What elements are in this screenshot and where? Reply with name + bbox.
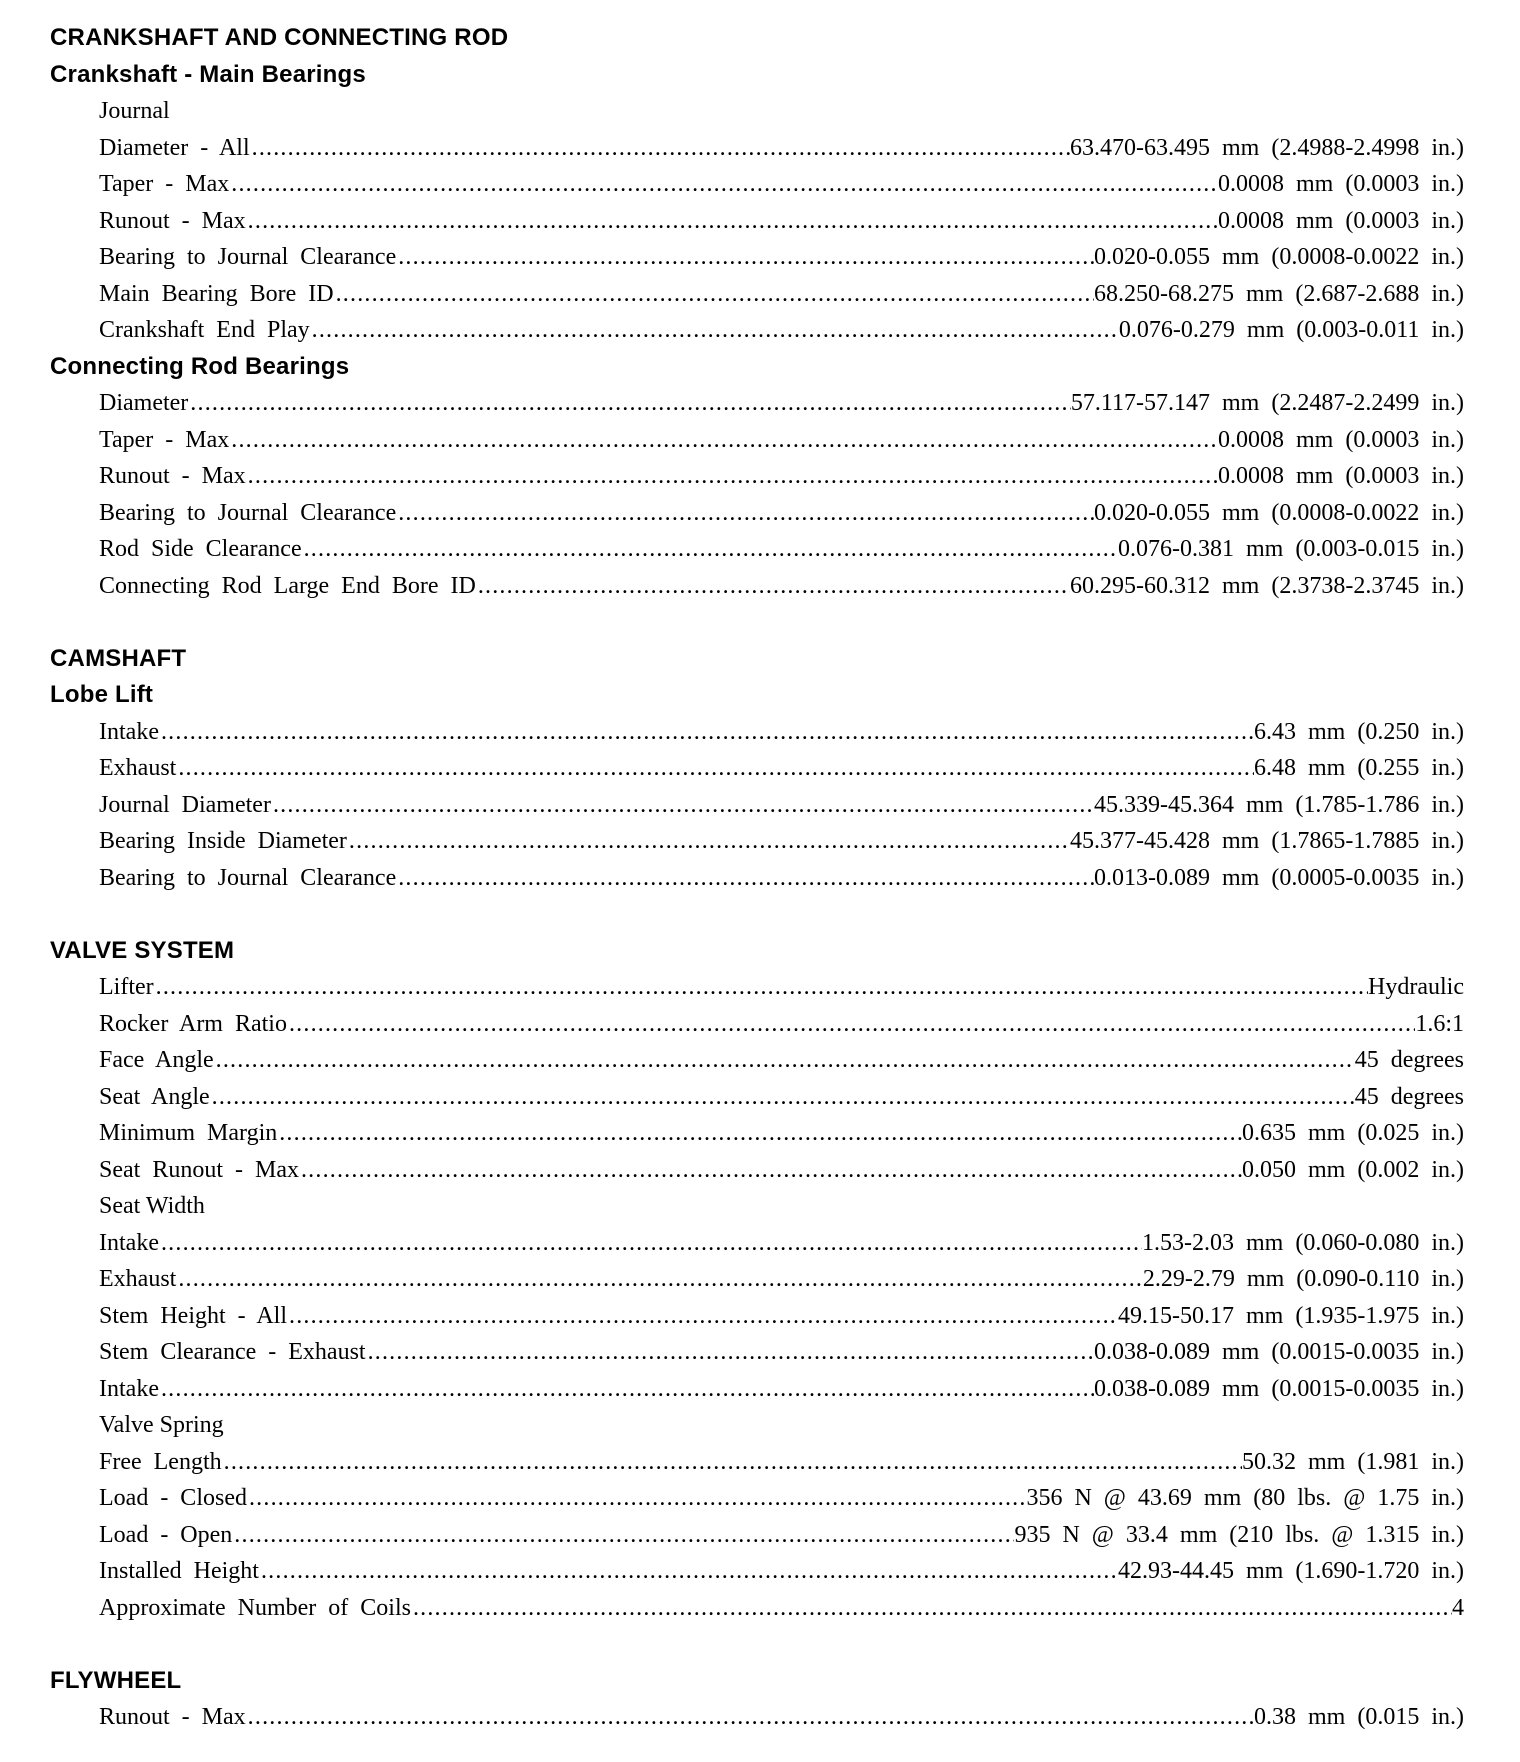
spec-value: 0.050 mm (0.002 in.) xyxy=(1242,1156,1464,1183)
spec-row xyxy=(50,1115,1464,1152)
spec-label: Bearing to Journal Clearance xyxy=(99,244,397,270)
spec-label: Taper - Max xyxy=(99,426,230,453)
rod-bearings-list xyxy=(50,385,1464,604)
spec-row xyxy=(50,860,1464,897)
spec-row xyxy=(50,823,1464,860)
spec-value: 0.0008 mm (0.0003 in.) xyxy=(1218,207,1464,234)
dot-leader xyxy=(302,531,1118,568)
spec-label: Rod Side Clearance xyxy=(99,536,302,562)
spec-label: Main Bearing Bore ID xyxy=(99,280,334,307)
spec-value: 0.038-0.089 mm (0.0015-0.0035 in.) xyxy=(1094,1339,1464,1365)
spec-label: Stem Clearance - Exhaust xyxy=(99,1339,366,1365)
spec-label: Intake xyxy=(99,718,159,745)
spec-row xyxy=(50,1699,1464,1736)
spec-value: 0.020-0.055 mm (0.0008-0.0022 in.) xyxy=(1094,499,1464,526)
spec-row xyxy=(50,312,1464,349)
spec-value: 63.470-63.495 mm (2.4988-2.4998 in.) xyxy=(1070,134,1464,161)
spec-value: 0.0008 mm (0.0003 in.) xyxy=(1218,171,1464,197)
spec-value: 6.43 mm (0.250 in.) xyxy=(1254,718,1464,745)
dot-leader xyxy=(271,787,1094,824)
spec-label: Runout - Max xyxy=(99,463,246,489)
spec-value: 0.038-0.089 mm (0.0015-0.0035 in.) xyxy=(1094,1375,1464,1402)
heading-rod-bearings: Connecting Rod Bearings xyxy=(50,352,350,380)
spec-row xyxy=(50,1553,1464,1590)
spec-row xyxy=(50,1517,1464,1554)
spec-row xyxy=(50,1298,1464,1335)
spec-row xyxy=(50,1042,1464,1079)
spec-label: Diameter - All xyxy=(99,134,250,161)
spec-label: Rocker Arm Ratio xyxy=(99,1010,287,1037)
spec-label: Intake xyxy=(99,1229,159,1256)
spec-value: 57.117-57.147 mm (2.2487-2.2499 in.) xyxy=(1070,390,1464,416)
spec-row xyxy=(50,969,1464,1006)
spec-row xyxy=(50,568,1464,605)
spec-row xyxy=(50,1225,1464,1262)
spec-label: Bearing to Journal Clearance xyxy=(99,499,397,526)
valve-system-list xyxy=(50,969,1464,1626)
dot-leader xyxy=(210,1079,1355,1116)
spec-value: 1.53-2.03 mm (0.060-0.080 in.) xyxy=(1142,1229,1464,1256)
dot-leader xyxy=(159,1225,1142,1262)
dot-leader xyxy=(299,1152,1242,1189)
spec-row xyxy=(50,203,1464,240)
spec-label: Minimum Margin xyxy=(99,1120,278,1146)
spec-row xyxy=(50,1152,1464,1189)
spec-subheading: Valve Spring xyxy=(99,1412,224,1438)
dot-leader xyxy=(154,969,1368,1006)
dot-leader xyxy=(176,750,1254,787)
spec-label: Intake xyxy=(99,1375,159,1402)
spec-label: Bearing Inside Diameter xyxy=(99,828,347,854)
spec-row xyxy=(50,276,1464,313)
spec-row xyxy=(50,422,1464,459)
spec-row xyxy=(50,495,1464,532)
heading-lobe-lift: Lobe Lift xyxy=(50,681,154,708)
spec-value: 1.6:1 xyxy=(1415,1010,1464,1037)
spec-row xyxy=(50,714,1464,751)
dot-leader xyxy=(366,1334,1094,1371)
dot-leader xyxy=(250,130,1070,167)
spec-value: 60.295-60.312 mm (2.3738-2.3745 in.) xyxy=(1070,572,1464,599)
dot-leader xyxy=(396,239,1094,276)
spec-label: Exhaust xyxy=(99,1266,177,1292)
dot-leader xyxy=(188,385,1071,422)
spec-label: Approximate Number of Coils xyxy=(99,1594,411,1621)
dot-leader xyxy=(396,495,1094,532)
spec-value: 68.250-68.275 mm (2.687-2.688 in.) xyxy=(1094,280,1464,307)
section-title-valve-system: VALVE SYSTEM xyxy=(50,936,235,964)
spec-label: Connecting Rod Large End Bore ID xyxy=(99,572,476,599)
spec-label: Taper - Max xyxy=(99,171,230,197)
spec-label: Runout - Max xyxy=(99,1704,246,1730)
spec-value: 45.339-45.364 mm (1.785-1.786 in.) xyxy=(1094,791,1464,818)
dot-leader xyxy=(476,568,1070,605)
spec-value: 356 N @ 43.69 mm (80 lbs. @ 1.75 in.) xyxy=(1026,1485,1464,1511)
spec-value: 935 N @ 33.4 mm (210 lbs. @ 1.315 in.) xyxy=(1014,1521,1464,1548)
spec-value: 45 degrees xyxy=(1354,1083,1464,1110)
dot-leader xyxy=(246,1699,1254,1736)
spec-value: 50.32 mm (1.981 in.) xyxy=(1242,1448,1464,1475)
spec-label: Load - Open xyxy=(99,1521,233,1548)
dot-leader xyxy=(347,823,1070,860)
dot-leader xyxy=(229,422,1218,459)
spec-label: Exhaust xyxy=(99,755,177,781)
dot-leader xyxy=(287,1006,1415,1043)
spec-value: 42.93-44.45 mm (1.690-1.720 in.) xyxy=(1118,1558,1464,1584)
dot-leader xyxy=(287,1298,1118,1335)
spec-row xyxy=(50,130,1464,167)
dot-leader xyxy=(247,1480,1026,1517)
dot-leader xyxy=(222,1444,1242,1481)
spec-value: 0.0008 mm (0.0003 in.) xyxy=(1218,463,1464,489)
main-bearings-list xyxy=(50,130,1464,349)
section-title-crankshaft: CRANKSHAFT AND CONNECTING ROD xyxy=(50,24,509,51)
spec-value: 49.15-50.17 mm (1.935-1.975 in.) xyxy=(1118,1302,1464,1329)
spec-value: 4 xyxy=(1452,1594,1464,1621)
dot-leader xyxy=(214,1042,1355,1079)
camshaft-list xyxy=(50,714,1464,897)
spec-row xyxy=(50,1590,1464,1627)
dot-leader xyxy=(411,1590,1452,1627)
spec-row xyxy=(50,1444,1464,1481)
spec-value: 0.635 mm (0.025 in.) xyxy=(1242,1120,1464,1146)
spec-value: 45.377-45.428 mm (1.7865-1.7885 in.) xyxy=(1070,828,1464,854)
spec-value: 0.076-0.381 mm (0.003-0.015 in.) xyxy=(1118,536,1464,562)
dot-leader xyxy=(310,312,1119,349)
spec-row xyxy=(50,787,1464,824)
spec-value: 0.076-0.279 mm (0.003-0.011 in.) xyxy=(1118,317,1464,343)
spec-row xyxy=(50,1079,1464,1116)
spec-row xyxy=(50,166,1464,203)
spec-label: Runout - Max xyxy=(99,207,246,234)
dot-leader xyxy=(259,1553,1118,1590)
section-title-flywheel: FLYWHEEL xyxy=(50,1666,182,1694)
spec-label: Journal Diameter xyxy=(99,791,271,818)
spec-value: 45 degrees xyxy=(1354,1047,1464,1073)
spec-row xyxy=(50,458,1464,495)
spec-label: Free Length xyxy=(99,1448,222,1475)
dot-leader xyxy=(159,714,1254,751)
spec-row xyxy=(50,1261,1464,1298)
spec-label: Seat Angle xyxy=(99,1083,210,1110)
spec-value: 6.48 mm (0.255 in.) xyxy=(1254,755,1464,781)
spec-value: 0.38 mm (0.015 in.) xyxy=(1254,1704,1464,1730)
spec-row xyxy=(50,1334,1464,1371)
heading-main-bearings: Crankshaft - Main Bearings xyxy=(50,60,366,88)
spec-value: 0.013-0.089 mm (0.0005-0.0035 in.) xyxy=(1094,864,1464,891)
dot-leader xyxy=(159,1371,1094,1408)
spec-label: Stem Height - All xyxy=(99,1302,287,1329)
spec-page xyxy=(50,20,1464,1736)
spec-subheading: Seat Width xyxy=(99,1193,205,1219)
spec-label: Installed Height xyxy=(99,1558,259,1584)
dot-leader xyxy=(246,203,1218,240)
flywheel-list xyxy=(50,1699,1464,1736)
spec-value: 0.0008 mm (0.0003 in.) xyxy=(1218,426,1464,453)
dot-leader xyxy=(334,276,1094,313)
spec-label: Face Angle xyxy=(99,1047,214,1073)
dot-leader xyxy=(229,166,1218,203)
spec-value: Hydraulic xyxy=(1368,974,1464,1000)
section-title-camshaft: CAMSHAFT xyxy=(50,644,187,672)
spec-label: Load - Closed xyxy=(99,1485,247,1511)
spec-value: 2.29-2.79 mm (0.090-0.110 in.) xyxy=(1142,1266,1464,1292)
dot-leader xyxy=(277,1115,1242,1152)
spec-row xyxy=(50,1006,1464,1043)
spec-row xyxy=(50,531,1464,568)
dot-leader xyxy=(176,1261,1143,1298)
subheading-journal: Journal xyxy=(99,98,170,124)
spec-row xyxy=(50,1480,1464,1517)
spec-label: Bearing to Journal Clearance xyxy=(99,864,397,891)
spec-value: 0.020-0.055 mm (0.0008-0.0022 in.) xyxy=(1094,244,1464,270)
spec-row xyxy=(50,1371,1464,1408)
spec-label: Diameter xyxy=(99,390,189,416)
spec-label: Crankshaft End Play xyxy=(99,317,310,343)
spec-row xyxy=(50,239,1464,276)
spec-label: Seat Runout - Max xyxy=(99,1156,299,1183)
dot-leader xyxy=(246,458,1218,495)
spec-label: Lifter xyxy=(99,974,154,1000)
dot-leader xyxy=(232,1517,1014,1554)
dot-leader xyxy=(396,860,1094,897)
spec-row xyxy=(50,750,1464,787)
spec-row xyxy=(50,385,1464,422)
